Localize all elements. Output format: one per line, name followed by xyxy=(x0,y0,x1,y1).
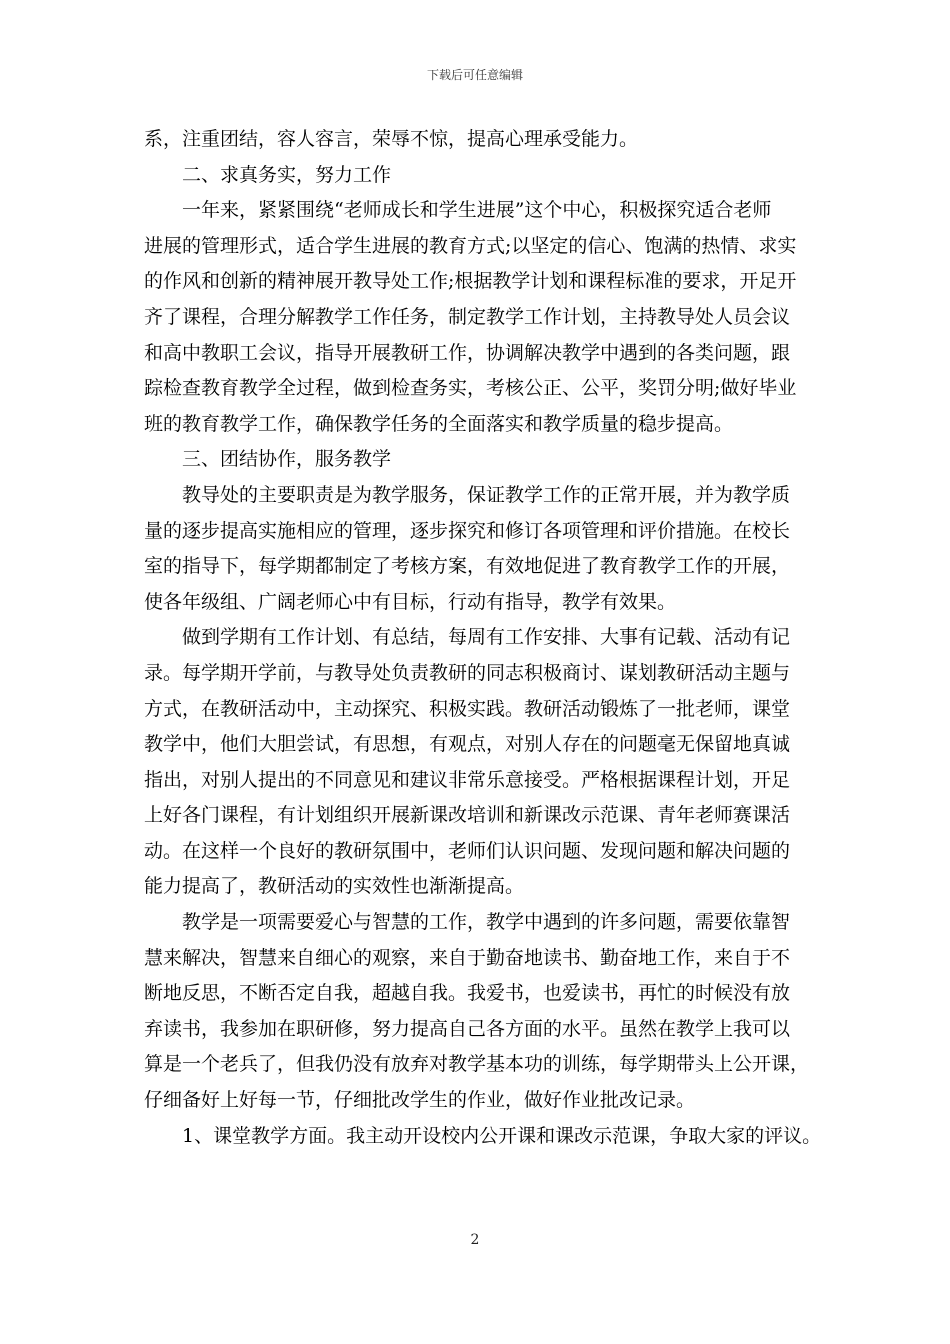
text-line: 室的指导下，每学期都制定了考核方案，有效地促进了教育教学工作的开展， xyxy=(144,555,791,578)
text-line: 系，注重团结，容人容言，荣辱不惊，提高心理承受能力。 xyxy=(144,128,639,150)
text-line: 和高中教职工会议，指导开展教研工作，协调解决教学中遇到的各类问题，跟 xyxy=(144,341,791,364)
text-line: 一年来，紧紧围绕“老师成长和学生进展”这个中心，积极探究适合老师 xyxy=(182,199,772,222)
text-line: 指出，对别人提出的不同意见和建议非常乐意接受。严格根据课程计划，开足 xyxy=(144,768,791,791)
text-line: 弃读书，我参加在职研修，努力提高自己各方面的水平。虽然在教学上我可以 xyxy=(144,1017,791,1040)
document-body xyxy=(144,122,822,1154)
text-line: 教学是一项需要爱心与智慧的工作，教学中遇到的许多问题，需要依靠智 xyxy=(182,911,791,934)
text-line: 的作风和创新的精神展开教导处工作;根据教学计划和课程标准的要求，开足开 xyxy=(144,270,797,293)
text-line: 动。在这样一个良好的教研氛围中，老师们认识问题、发现问题和解决问题的 xyxy=(144,839,791,862)
text-line: 踪检查教育教学全过程，做到检查务实，考核公正、公平，奖罚分明;做好毕业 xyxy=(144,377,797,400)
text-line: 算是一个老兵了，但我仍没有放弃对教学基本功的训练，每学期带头上公开课， xyxy=(144,1053,810,1076)
text-line: 录。每学期开学前，与教导处负责教研的同志积极商讨、谋划教研活动主题与 xyxy=(144,661,791,684)
text-line: 能力提高了，教研活动的实效性也渐渐提高。 xyxy=(144,875,525,898)
text-line: 断地反思，不断否定自我，超越自我。我爱书，也爱读书，再忙的时候没有放 xyxy=(144,982,791,1005)
text-line: 三、团结协作，服务教学 xyxy=(182,448,392,471)
text-line: 慧来解决，智慧来自细心的观察，来自于勤奋地读书、勤奋地工作，来自于不 xyxy=(144,946,791,969)
text-line: 1、课堂教学方面。我主动开设校内公开课和课改示范课，争取大家的评议。 xyxy=(182,1124,822,1147)
text-line: 教导处的主要职责是为教学服务，保证教学工作的正常开展，并为教学质 xyxy=(182,483,791,506)
text-line: 量的逐步提高实施相应的管理，逐步探究和修订各项管理和评价措施。在校长 xyxy=(144,519,791,542)
text-line: 上好各门课程，有计划组织开展新课改培训和新课改示范课、青年老师赛课活 xyxy=(144,804,791,827)
body-text xyxy=(144,122,822,1154)
page-header: 下载后可任意编辑 xyxy=(426,68,523,82)
text-line: 方式，在教研活动中，主动探究、积极实践。教研活动锻炼了一批老师，课堂 xyxy=(144,697,791,720)
text-line: 教学中，他们大胆尝试，有思想，有观点，对别人存在的问题毫无保留地真诚 xyxy=(144,733,791,756)
text-line: 二、求真务实，努力工作 xyxy=(182,163,392,186)
text-line: 使各年级组、广阔老师心中有目标，行动有指导，教学有效果。 xyxy=(144,590,677,613)
text-line: 齐了课程，合理分解教学工作任务，制定教学工作计划，主持教导处人员会议 xyxy=(144,305,791,328)
text-line: 仔细备好上好每一节，仔细批改学生的作业，做好作业批改记录。 xyxy=(144,1089,696,1112)
text-line: 进展的管理形式，适合学生进展的教育方式;以坚定的信心、饱满的热情、求实 xyxy=(144,234,797,257)
page-number: 2 xyxy=(470,1232,480,1248)
text-line: 班的教育教学工作，确保教学任务的全面落实和教学质量的稳步提高。 xyxy=(144,412,734,435)
text-line: 做到学期有工作计划、有总结，每周有工作安排、大事有记载、活动有记 xyxy=(182,626,791,649)
